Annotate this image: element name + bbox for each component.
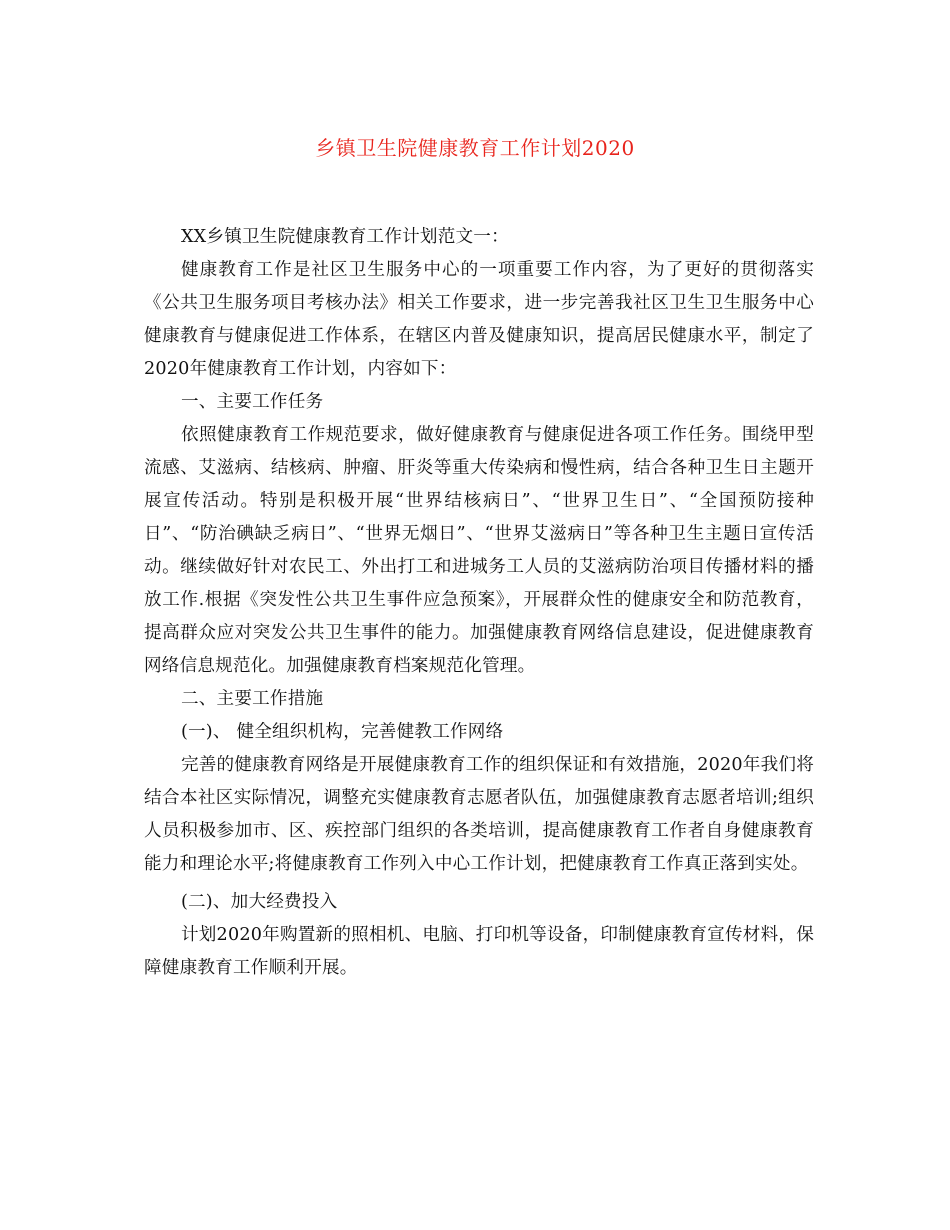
- section-heading-tasks: 一、主要工作任务: [180, 392, 324, 412]
- subheading-funding: (二)、加大经费投入: [180, 892, 338, 912]
- subheading-organization: (一)、 健全组织机构，完善健教工作网络: [180, 722, 504, 742]
- document-title: 乡镇卫生院健康教育工作计划2020: [315, 136, 635, 160]
- paragraph-organization: 完善的健康教育网络是开展健康教育工作的组织保证和有效措施，2020年我们将结合本社区实际情况，调整充实健康教育志愿者队伍，加强健康教育志愿者培训;组织人员积极参加市、区、疾控部门组织的各类培训，提高健康教育工作者自身健康教育能力和理论水平;将健康教育工作列入中心工作计划，把健康教育工作真正落到实处。: [144, 755, 814, 874]
- paragraph-intro-heading: XX乡镇卫生院健康教育工作计划范文一：: [180, 227, 509, 247]
- paragraph-tasks: 依照健康教育工作规范要求，做好健康教育与健康促进各项工作任务。围绕甲型流感、艾滋病、结核病、肿瘤、肝炎等重大传染病和慢性病，结合各种卫生日主题开展宣传活动。特别是积极开展“世界结核病日”、“世界卫生日”、“全国预防接种日”、“防治碘缺乏病日”、“世界无烟日”、“世界艾滋病日”等各种卫生主题日宣传活动。继续做好针对农民工、外出打工和进城务工人员的艾滋病防治项目传播材料的播放工作.根据《突发性公共卫生事件应急预案》，开展群众性的健康安全和防范教育，提高群众应对突发公共卫生事件的能力。加强健康教育网络信息建设，促进健康教育网络信息规范化。加强健康教育档案规范化管理。: [144, 425, 814, 676]
- paragraph-intro: 健康教育工作是社区卫生服务中心的一项重要工作内容，为了更好的贯彻落实《公共卫生服务项目考核办法》相关工作要求，进一步完善我社区卫生卫生服务中心健康教育与健康促进工作体系，在辖区内普及健康知识，提高居民健康水平，制定了2020年健康教育工作计划，内容如下：: [144, 260, 814, 379]
- section-heading-measures: 二、主要工作措施: [180, 689, 324, 709]
- paragraph-funding: 计划2020年购置新的照相机、电脑、打印机等设备，印制健康教育宣传材料，保障健康教育工作顺利开展。: [144, 925, 814, 978]
- document-body: [144, 221, 814, 985]
